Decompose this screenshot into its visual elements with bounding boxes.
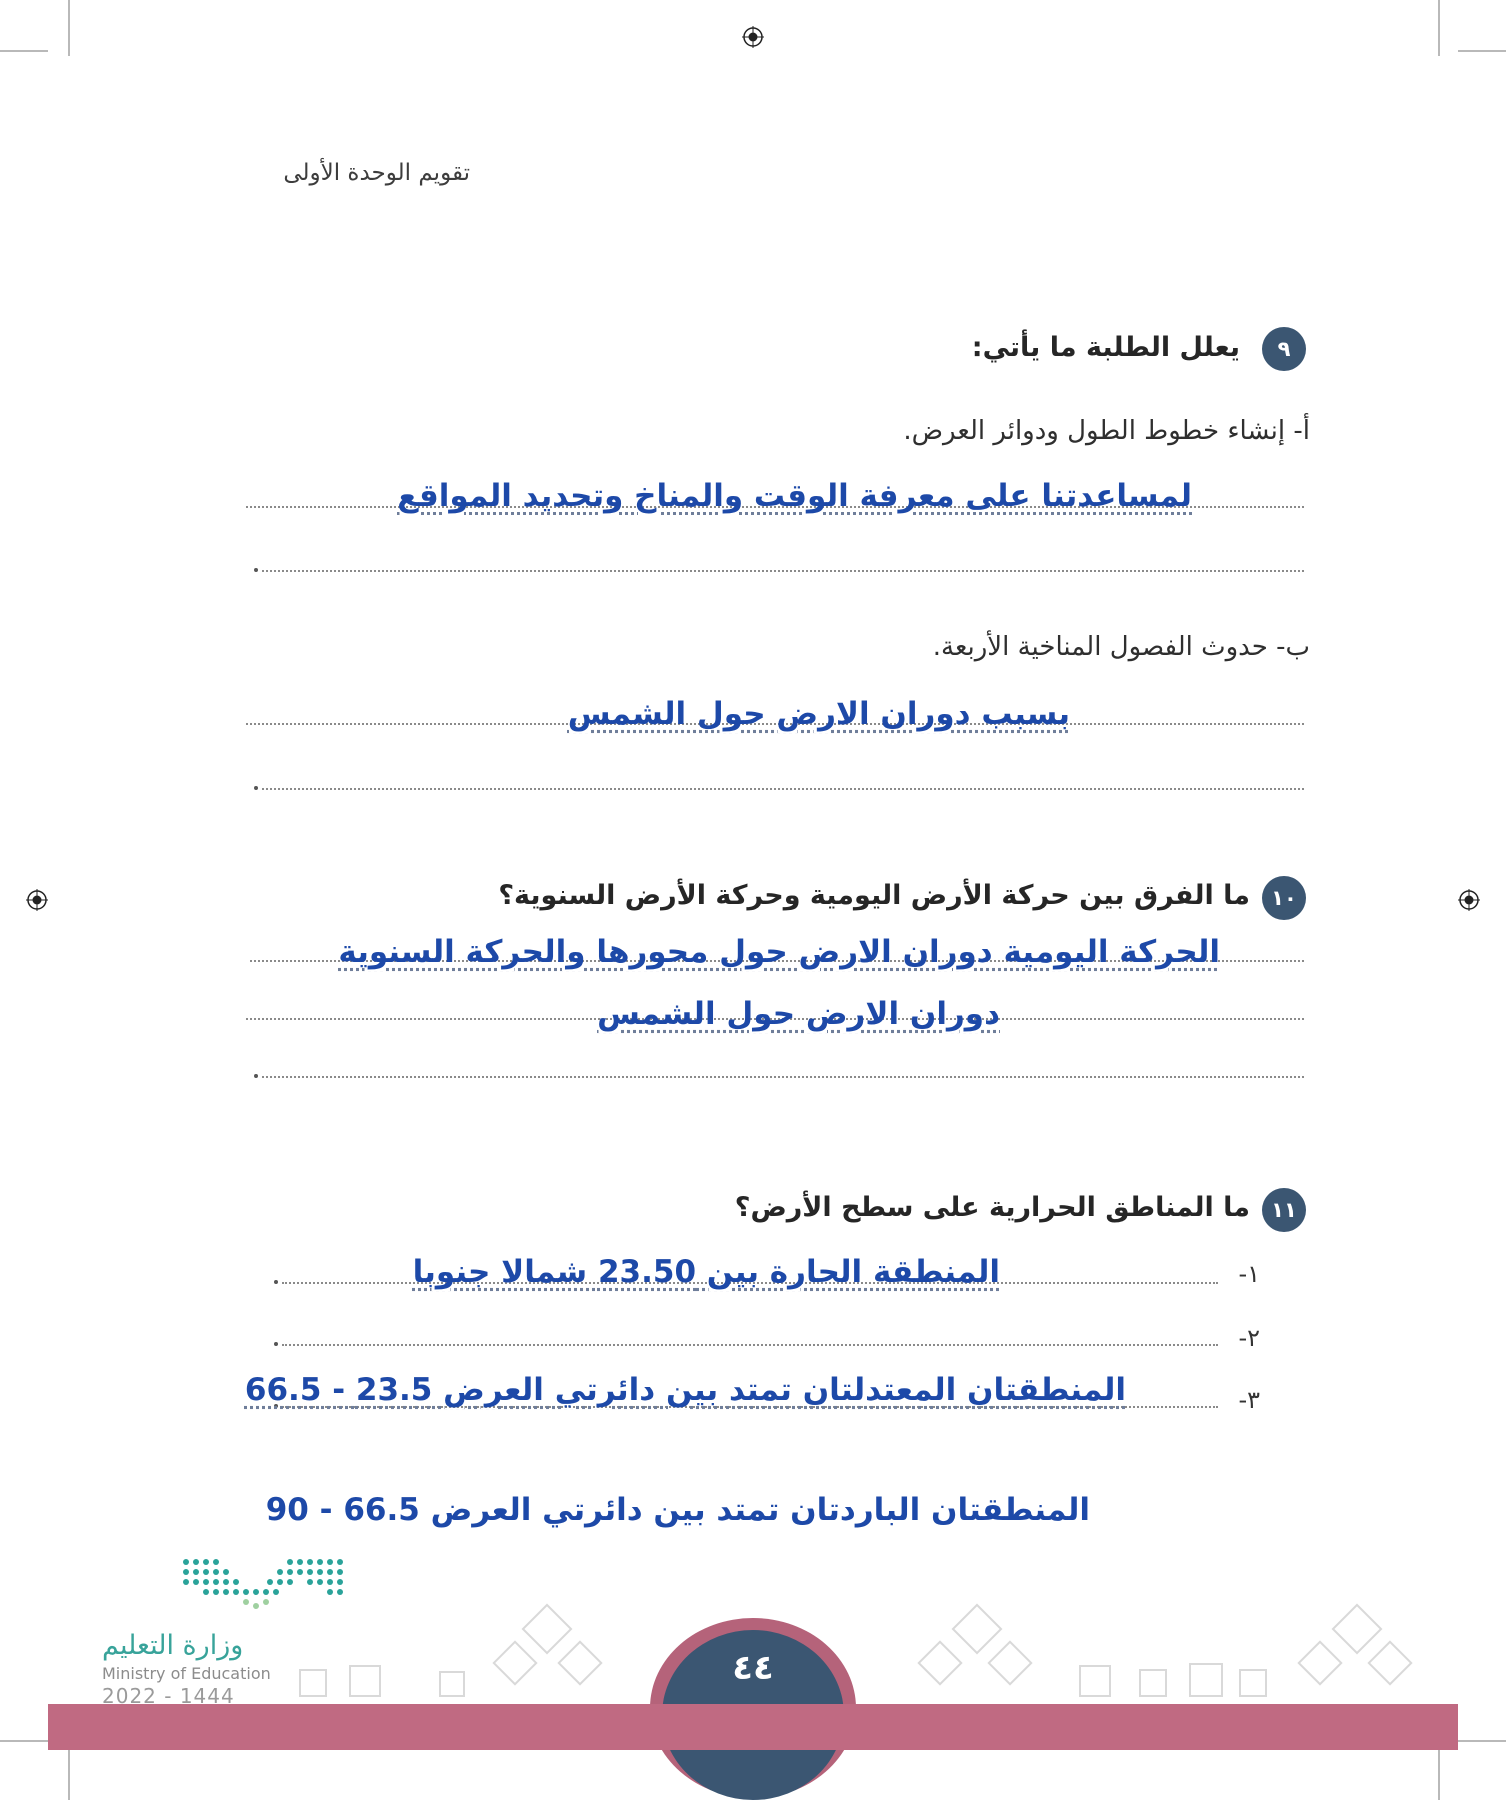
question-9a-label: أ- إنشاء خطوط الطول ودوائر العرض.	[903, 416, 1310, 446]
answer-line	[282, 1344, 1218, 1346]
crop-mark	[0, 1740, 48, 1742]
page-number: ٤٤	[732, 1648, 774, 1688]
registration-mark-icon	[742, 26, 764, 48]
question-11-item-3-answer: المنطقتان المعتدلتان تمتد بين دائرتي العرض 23.5 - 66.5	[244, 1372, 1126, 1408]
ministry-name-english: Ministry of Education	[102, 1664, 271, 1683]
question-9b-answer: بسبب دوران الارض حول الشمس	[567, 696, 1070, 732]
question-10-answer-line2: دوران الارض حول الشمس	[597, 996, 1000, 1032]
crop-mark	[1438, 1748, 1440, 1800]
ministry-name-arabic: وزارة التعليم	[102, 1630, 244, 1661]
question-11-text: ما المناطق الحرارية على سطح الأرض؟	[734, 1192, 1250, 1223]
question-11-extra-answer: المنطقتان الباردتان تمتد بين دائرتي العرض 66.5 - 90	[265, 1492, 1090, 1528]
question-10-text: ما الفرق بين حركة الأرض اليومية وحركة الأرض السنوية؟	[498, 880, 1250, 911]
list-item-number: ١-	[1238, 1260, 1260, 1288]
crop-mark	[1458, 1740, 1506, 1742]
list-item-number: ٢-	[1238, 1324, 1260, 1352]
footer-band	[48, 1704, 1458, 1750]
crop-mark	[68, 1748, 70, 1800]
registration-mark-icon	[1458, 889, 1480, 911]
crop-mark	[0, 50, 48, 52]
line-end-dot	[254, 786, 258, 790]
line-end-dot	[254, 568, 258, 572]
running-header: تقويم الوحدة الأولى	[283, 160, 470, 186]
answer-line	[262, 788, 1304, 790]
ministry-year: 2022 - 1444	[102, 1684, 235, 1708]
registration-mark-icon	[26, 889, 48, 911]
question-number-badge: ١٠	[1262, 876, 1306, 920]
line-end-dot	[274, 1280, 278, 1284]
crop-mark	[1438, 0, 1440, 56]
question-9a-answer: لمساعدتنا على معرفة الوقت والمناخ وتحديد المواقع	[397, 478, 1192, 514]
question-9b-label: ب- حدوث الفصول المناخية الأربعة.	[932, 632, 1310, 662]
list-item-number: ٣-	[1238, 1386, 1260, 1414]
crop-mark	[1458, 50, 1506, 52]
question-number-badge: ١١	[1262, 1188, 1306, 1232]
line-end-dot	[274, 1342, 278, 1346]
answer-line	[262, 570, 1304, 572]
question-9-text: يعلل الطلبة ما يأتي:	[971, 332, 1240, 363]
line-end-dot	[254, 1074, 258, 1078]
answer-line	[262, 1076, 1304, 1078]
ministry-logo-icon	[180, 1556, 350, 1614]
crop-mark	[68, 0, 70, 56]
question-11-item-1-answer: المنطقة الحارة بين 23.50 شمالا جنوبا	[412, 1254, 1000, 1290]
question-10-answer-line1: الحركة اليومية دوران الارض حول محورها والحركة السنوية	[338, 934, 1220, 970]
question-number-badge: ٩	[1262, 327, 1306, 371]
